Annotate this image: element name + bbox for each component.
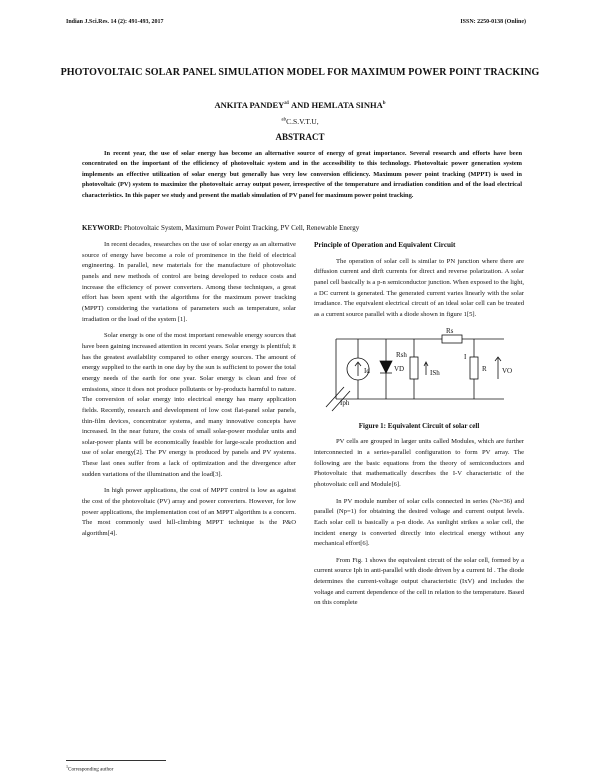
journal-citation: Indian J.Sci.Res. 14 (2): 491-493, 2017 xyxy=(66,19,164,25)
diode-symbol xyxy=(380,361,392,373)
affiliation-sup: ab xyxy=(281,117,287,123)
shunt-resistor-symbol xyxy=(410,357,418,379)
footnote-text: Corresponding author xyxy=(68,766,114,773)
right-column xyxy=(314,240,524,615)
author-conj: AND xyxy=(289,100,312,110)
label-iph: Iph xyxy=(340,398,350,407)
footnote-sup: 1 xyxy=(66,764,68,769)
right-paragraph: PV cells are grouped in larger units called Modules, which are further interconnected in a series-parallel configuration to form PV array. The following are the basic equations from the theory of semiconductors and Photovoltaic that mathematically describes the I-V characteristic of the photovoltaic cell and Module[6]. xyxy=(314,438,524,488)
author-line xyxy=(0,100,600,110)
author-2-sup: b xyxy=(382,101,386,107)
label-vd: VD xyxy=(394,364,405,373)
right-paragraph: In PV module number of solar cells connected in series (Ns=36) and parallel (Np=1) for obtaining the desired voltage and current output levels. Each solar cell is basically a p-n diode. As sunlight strikes a solar cell, the incident energy is converted directly into electrical energy without any mechanical effort[6]. xyxy=(314,497,524,548)
left-column xyxy=(82,240,296,546)
series-resistor-symbol xyxy=(442,335,462,343)
label-rsh: Rsh xyxy=(396,350,407,359)
label-vo: VO xyxy=(502,366,513,375)
left-paragraph: Solar energy is one of the most important renewable energy sources that have been gaining increased attention in recent years. Solar energy is plentiful; it has the greatest availability compared to other energy sources. The amount of energy supplied to the earth in one day by the sun is sufficient to power the total energy needs of the earth for one year. Solar energy is clean and free of emissions, since it does not produce pollutants or by-products harmful to nature. The conversion of solar energy into electrical energy has many application fields. Recently, research and development of low cost flat-panel solar panels, thin-film devices, concentrator systems, and many innovative concepts have increased. In the near future, the costs of small solar-power modular units and solar-power plants will be economically feasible for large-scale production and use of solar energy[2]. The PV energy is produced by panels and PV systems. These last ones suffer from a lack of optimization and the divergence after sudden variations of the illumination and the load[3]. xyxy=(82,332,296,478)
label-i: I xyxy=(464,352,467,361)
abstract-text: In recent year, the use of solar energy has become an alternative source of energy of great importance. Several research and efforts have been concentrated on the important of the efficiency of photovoltaic system and in the accessibility to this technology. Photovoltaic power generation system implements an effective utilization of solar energy but generally has very low conversion efficiency. Maximum power point tracking (MPPT) is used in photovoltaic (PV) system to maximize the photovoltaic array output power, irrespective of the temperature and irradiation condition and of the load electrical characteristics. In this paper we study and present the matlab simulation of PV panel for maximum power point tracking. xyxy=(82,150,522,199)
figure-caption: Figure 1: Equivalent Circuit of solar cell xyxy=(358,421,480,430)
left-paragraph: In high power applications, the cost of MPPT control is low as against the cost of the photovoltaic (PV) array and power converters. However, for low power applications, the implementation cost of an MPPT algorithm is a concern. The most commonly used hill-climbing MPPT technique is the P&O algorithm[4]. xyxy=(82,487,296,538)
footnote-rule xyxy=(66,760,166,761)
keywords xyxy=(82,223,522,233)
equivalent-circuit-figure xyxy=(314,327,524,417)
footnote xyxy=(66,764,113,773)
section-heading: Principle of Operation and Equivalent Circuit xyxy=(314,241,456,249)
load-resistor-symbol xyxy=(470,357,478,379)
abstract-heading: ABSTRACT xyxy=(275,132,325,142)
keywords-label: KEYWORD: xyxy=(82,224,123,232)
affiliation xyxy=(0,117,600,126)
right-paragraph: From Fig. 1 shows the equivalent circuit of the solar cell, formed by a current source Iph in anti-parallel with diode driven by a current Id . The diode determines the current-voltage output characteristic (IxV) and includes the voltage and current dependence of the cell in relation to the temperature. Based on this complete xyxy=(314,556,524,607)
paper-title: PHOTOVOLTAIC SOLAR PANEL SIMULATION MODEL FOR MAXIMUM POWER POINT TRACKING xyxy=(60,67,540,78)
keywords-text: Photovoltaic System, Maximum Power Point Tracking, PV Cell, Renewable Energy xyxy=(122,224,360,232)
affiliation-text: C.S.V.T.U, xyxy=(286,117,319,126)
left-paragraph: In recent decades, researches on the use of solar energy as an alternative source of energy have become a role of prominence in the field of electrical engineering. In parallel, new materials for the manufacture of photovoltaic panels and new methods of control are being developed to reduce costs and increase the efficiency of power converters. Among these techniques, a great effort has been spent with the algorithms for the maximum power tracking (MPPT) considering the variations of parameters such as temperature, solar irradiation or the load of the system [1]. xyxy=(82,241,296,323)
right-paragraph: The operation of solar cell is similar to PN junction where there are diffusion current and dirft currents for direct and reverse polarization. A solar panel cell basically is a p-n semiconductor junction. When exposed to the light, a DC current is generated. The generated current varies linearly with the solar irradiance. The equivalent electrical circuit of an ideal solar cell can be treated as a current source parallel with a diode shown in figure 1[5]. xyxy=(314,257,524,318)
label-id: Id xyxy=(364,366,370,375)
author-1: ANKITA PANDEY xyxy=(214,100,285,110)
author-2: HEMLATA SINHA xyxy=(311,100,383,110)
issn: ISSN: 2250-0138 (Online) xyxy=(460,19,526,25)
label-rs: Rs xyxy=(446,326,454,335)
label-r: R xyxy=(482,364,487,373)
author-1-sup: a1 xyxy=(284,101,290,107)
label-ish: ISh xyxy=(430,368,440,377)
